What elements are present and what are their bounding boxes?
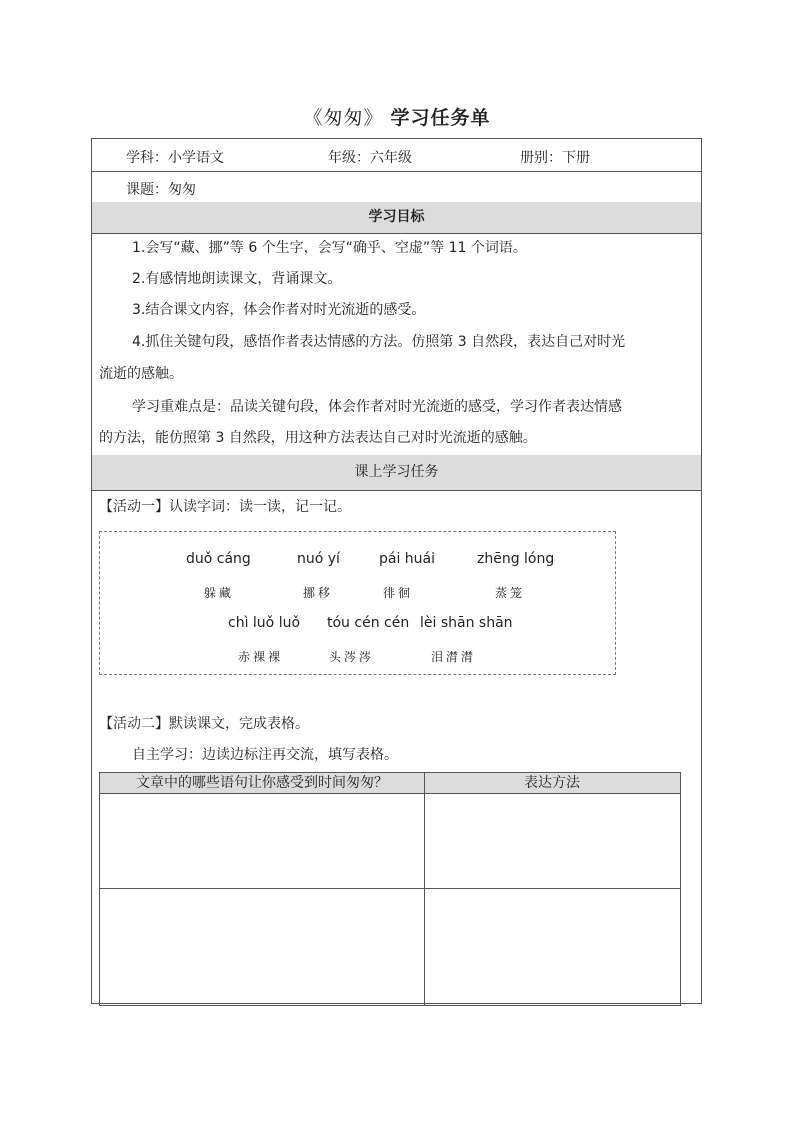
header-sentences: 文章中的哪些语句让你感受到时间匆匆？ — [136, 775, 388, 791]
pinyin: tóu cén cén — [327, 615, 410, 631]
hanzi: 挪移 — [303, 586, 334, 600]
pinyin: zhēng lóng — [477, 551, 555, 567]
grade-field: 年级：六年级 — [328, 150, 412, 166]
goal-item: 流逝的感触。 — [99, 366, 183, 382]
task-sheet-table — [91, 138, 702, 1004]
key-points: 的方法，能仿照第 3 自然段，用这种方法表达自己对时光流逝的感触。 — [99, 430, 537, 446]
self-study-instruction: 自主学习：边读边标注再交流，填写表格。 — [132, 747, 398, 763]
goal-item: 2.有感情地朗读课文，背诵课文。 — [132, 271, 342, 287]
hanzi: 蒸笼 — [495, 586, 526, 600]
subject-field: 学科：小学语文 — [126, 150, 224, 166]
hanzi: 徘徊 — [383, 586, 414, 600]
lesson-field: 课题：匆匆 — [126, 182, 196, 198]
activity-one: 【活动一】认读字词：读一读，记一记。 — [99, 499, 351, 515]
pinyin: pái huái — [379, 551, 436, 567]
vocab-box — [99, 531, 616, 675]
hanzi: 头涔涔 — [329, 650, 375, 664]
answer-cell[interactable] — [100, 794, 424, 888]
goal-item: 4.抓住关键句段，感悟作者表达情感的方法。仿照第 3 自然段，表达自己对时光 — [132, 334, 626, 350]
activity-two: 【活动二】默读课文，完成表格。 — [99, 716, 309, 732]
page-title — [0, 103, 794, 130]
title-book: 《匆匆》 — [303, 107, 384, 129]
info-row — [92, 139, 701, 171]
header-methods: 表达方法 — [524, 775, 580, 791]
hanzi: 赤裸裸 — [238, 650, 284, 664]
pinyin: chì luǒ luǒ — [228, 615, 301, 631]
answer-cell[interactable] — [100, 889, 424, 1005]
answer-table — [99, 772, 681, 1006]
hanzi: 躲藏 — [204, 586, 235, 600]
answer-cell[interactable] — [425, 794, 680, 888]
key-points: 学习重难点是：品读关键句段，体会作者对时光流逝的感受，学习作者表达情感 — [132, 399, 622, 415]
lesson-row — [92, 171, 701, 202]
answer-cell[interactable] — [425, 889, 680, 1005]
pinyin: duǒ cáng — [186, 551, 251, 567]
pinyin: lèi shān shān — [420, 615, 513, 631]
goal-item: 1.会写“藏、挪”等 6 个生字，会写“确乎、空虚”等 11 个词语。 — [132, 240, 527, 256]
goal-item: 3.结合课文内容，体会作者对时光流逝的感受。 — [132, 302, 426, 318]
divider — [92, 490, 701, 491]
answer-table-header — [100, 773, 680, 794]
tasks-heading: 课上学习任务 — [92, 455, 701, 490]
pinyin: nuó yí — [297, 551, 340, 567]
title-main: 学习任务单 — [390, 107, 491, 129]
hanzi: 泪潸潸 — [431, 650, 477, 664]
volume-field: 册别：下册 — [520, 150, 590, 166]
goals-heading: 学习目标 — [92, 202, 701, 233]
